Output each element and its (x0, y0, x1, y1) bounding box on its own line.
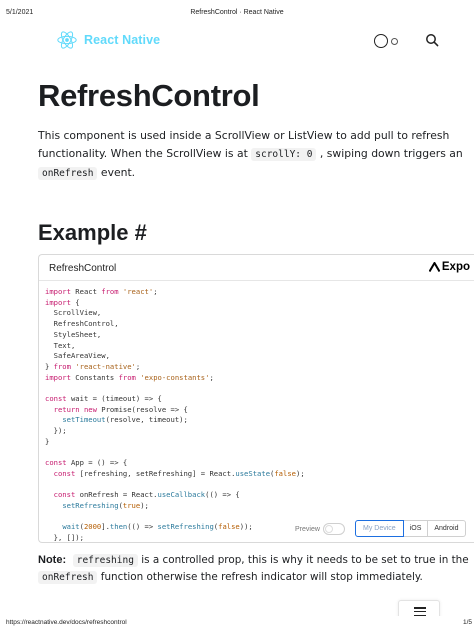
code-token: from (101, 287, 119, 296)
code-token: ); (140, 501, 149, 511)
code-line (45, 287, 305, 298)
code-token (45, 469, 54, 478)
code-token: 2000 (83, 522, 102, 532)
react-atom-icon (56, 29, 78, 51)
code-line (45, 383, 305, 394)
code-token: ( (79, 522, 84, 532)
code-token: RefreshControl, (45, 319, 119, 329)
code-token: { (70, 297, 80, 307)
code-line (45, 458, 305, 469)
code-token: }, []); (45, 533, 84, 543)
code-line (45, 405, 305, 416)
code-line (45, 469, 305, 480)
inline-code: onRefresh (38, 571, 97, 584)
sun-icon (391, 38, 398, 45)
preview-toggle[interactable] (323, 523, 345, 535)
code-line (45, 480, 305, 491)
code-token: Promise(resolve => { (96, 404, 188, 414)
code-token: false (218, 522, 240, 532)
intro-line-1: This component is used inside a ScrollView or ListView to add pull to refresh (38, 129, 450, 142)
note-text: function otherwise the refresh indicator will stop immediately. (100, 571, 423, 583)
intro-line-3 (38, 164, 468, 183)
expo-label: Expo (441, 261, 470, 273)
print-footer (0, 616, 474, 632)
code-token: wait (62, 522, 80, 532)
code-token: setRefreshing (62, 501, 119, 511)
code-token: then (109, 522, 128, 532)
code-token: new (83, 404, 97, 414)
code-line (45, 415, 305, 426)
docs-page (22, 22, 474, 616)
print-title: RefreshControl · React Native (190, 9, 284, 16)
code-token: onRefresh = React. (75, 490, 158, 500)
code-line (45, 351, 305, 362)
code-token: wait = (timeout) => { (66, 394, 162, 404)
example-heading: Example # (38, 220, 147, 245)
code-token: App = () => { (66, 458, 128, 468)
intro-paragraph (38, 127, 468, 183)
intro-line-2 (38, 145, 468, 164)
code-token: StyleSheet, (45, 329, 102, 339)
intro-text: functionality. When the ScrollView is at (38, 147, 248, 160)
toggle-knob (325, 525, 333, 533)
code-token: SafeAreaView, (45, 351, 110, 361)
code-token: ; (135, 361, 141, 371)
note-paragraph (38, 552, 472, 586)
code-line (45, 490, 305, 501)
code-token: ; (153, 287, 158, 296)
intro-text: , swiping down triggers an (319, 147, 463, 160)
code-line (45, 362, 305, 373)
code-token: Constants (70, 372, 119, 382)
code-token: const (45, 458, 67, 468)
code-line (45, 308, 305, 319)
code-token: Text, (45, 340, 76, 350)
code-token: }); (45, 426, 67, 436)
code-line (45, 448, 305, 459)
code-line (45, 341, 305, 352)
expo-link[interactable] (429, 261, 470, 273)
code-token: (() => { (205, 490, 240, 500)
code-token: return (53, 404, 80, 414)
code-token: useCallback (157, 490, 206, 500)
code-line (45, 426, 305, 437)
platform-my-device[interactable]: My Device (355, 520, 404, 537)
code-token: const (53, 468, 76, 478)
note-label: Note: (38, 554, 67, 566)
code-line (45, 437, 305, 448)
code-token: [refreshing, setRefreshing] = React. (75, 468, 236, 478)
code-line (45, 330, 305, 341)
code-token: const (53, 490, 76, 500)
code-token: setRefreshing (157, 522, 214, 532)
code-token: ( (270, 468, 275, 478)
note-line-1 (38, 552, 472, 569)
code-line (45, 298, 305, 309)
print-url: https://reactnative.dev/docs/refreshcontrol (6, 619, 127, 626)
code-token: from (118, 372, 136, 382)
code-token: import (45, 297, 71, 307)
navbar (22, 22, 474, 58)
print-date: 5/1/2021 (6, 9, 34, 16)
expo-logo-icon (429, 262, 440, 272)
code-token (45, 501, 62, 510)
code-line (45, 373, 305, 384)
brand-link[interactable] (56, 29, 160, 51)
theme-toggle[interactable] (374, 34, 398, 48)
code-token: ( (118, 501, 123, 511)
code-token: const (45, 394, 67, 404)
note-line-2 (38, 569, 472, 586)
code-token: 'react-native' (75, 361, 136, 371)
code-token (45, 405, 54, 414)
code-token: React (70, 287, 102, 296)
code-token: useState (235, 468, 271, 478)
code-token: (resolve, timeout); (105, 415, 188, 425)
preview-label: Preview (295, 526, 320, 533)
snack-title: RefreshControl (49, 263, 117, 274)
code-token: false (274, 468, 296, 478)
page-title: RefreshControl (38, 78, 260, 113)
code-token: import (45, 287, 71, 296)
moon-icon (374, 34, 388, 48)
snack-header (39, 255, 474, 281)
snack-embed (38, 254, 474, 543)
platform-selector (355, 520, 466, 537)
brand-name: React Native (84, 33, 161, 47)
hamburger-menu-icon (414, 607, 426, 616)
code-token: import (45, 372, 71, 382)
inline-code: refreshing (73, 554, 138, 567)
code-token (45, 415, 62, 424)
code-editor[interactable] (45, 287, 305, 543)
inline-code: scrollY: 0 (251, 148, 316, 161)
code-token: true (122, 501, 141, 511)
code-token: setTimeout (62, 415, 106, 425)
code-token: ]. (101, 522, 110, 532)
platform-android[interactable]: Android (428, 520, 465, 537)
code-token: ( (213, 522, 219, 532)
code-line (45, 319, 305, 330)
search-icon[interactable] (425, 33, 439, 47)
platform-ios[interactable]: iOS (404, 520, 429, 537)
snack-footer (39, 518, 474, 542)
note-text: is a controlled prop, this is why it needs to be set to true in the (141, 554, 469, 566)
code-token: 'expo-constants' (140, 372, 210, 382)
print-header (0, 0, 474, 22)
code-line (45, 394, 305, 405)
code-line (45, 501, 305, 512)
code-token: ); (296, 468, 305, 478)
code-token (45, 490, 54, 499)
print-page-number: 1/5 (462, 619, 472, 626)
code-token: } (45, 436, 50, 446)
intro-text: event. (100, 166, 136, 179)
code-token: from (53, 361, 71, 371)
code-token: (() => (127, 522, 158, 532)
menu-button[interactable] (398, 600, 440, 616)
inline-code: onRefresh (38, 167, 97, 180)
code-token: ; (209, 372, 214, 382)
code-token: 'react' (122, 287, 154, 296)
code-token: )); (239, 522, 253, 532)
code-token: } (45, 361, 54, 371)
code-token: ScrollView, (45, 308, 102, 318)
